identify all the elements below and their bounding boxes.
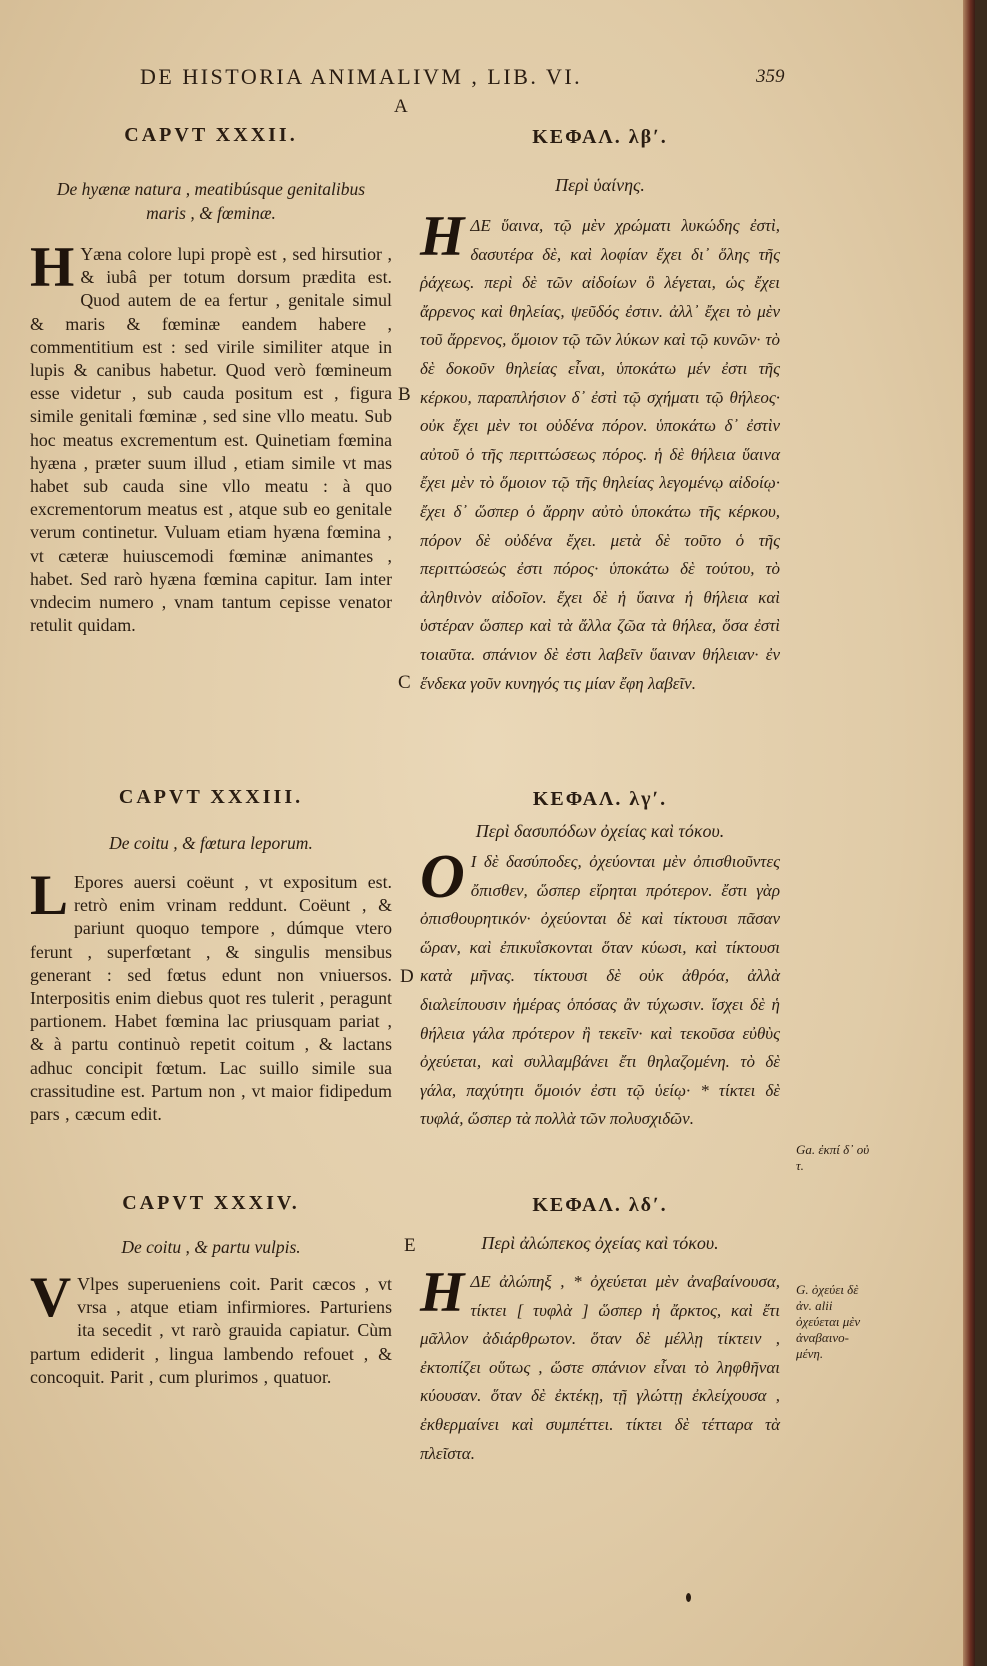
page-number: 359 xyxy=(756,66,785,87)
greek-chapter-34 xyxy=(420,1194,780,1468)
side-note-ga: Ga. ἐκπί δ᾽ οὐ τ. xyxy=(796,1142,870,1173)
chapter-subtitle: Περὶ ἀλώπεκος ὀχείας καὶ τόκου. xyxy=(481,1233,719,1253)
chapter-body xyxy=(30,236,392,637)
latin-chapter-33 xyxy=(30,786,392,1126)
chapter-heading: CAPVT XXXII. xyxy=(124,124,298,146)
chapter-subtitle: De coitu , & fœtura leporum. xyxy=(109,833,313,853)
signature-mark: A xyxy=(394,96,408,117)
chapter-heading: CAPVT XXXIII. xyxy=(118,786,304,808)
chapter-body xyxy=(30,864,392,1126)
margin-letter-e: E xyxy=(404,1235,416,1256)
drop-capital: H xyxy=(420,1261,465,1324)
latin-chapter-32 xyxy=(30,124,392,637)
drop-capital: O xyxy=(420,843,465,911)
chapter-text: ΔΕ ὕαινα, τῷ μὲν χρώματι λυκώδης ἐστὶ, δασυτέρα δὲ, καὶ λοφίαν ἔχει δι᾽ ὅλης τῆς ῥάχεως. περὶ δὲ τῶν αἰδοίων ὃ λέγεται, ὡς ἔχει ἄρρενος καὶ θηλείας, ψεῦδός ἐστιν. ἀλλ᾽ ἔχει τὸ μὲν τοῦ ἄρρενος, ὅμοιον τῷ τῶν λύκων καὶ τῷ κυνῶν· τὸ δὲ δοκοῦν θηλείας εἶναι, ὑποκάτω μέν ἐστι τῆς κέρκου, παραπλήσιον δ᾽ ἐστὶ τῷ σχήματι τῷ θήλεος· οὐκ ἔχει μὲν τοι οὐδένα πόρον. ὑποκάτω δ᾽ ἐστὶν αὐτοῦ ὁ τῆς περιττώσεως πόρος. ἡ δὲ θήλεια ὕαινα ἔχει μὲν τὸ ὅμοιον τῷ τῆς θηλείας λεγομένῳ αἰδοίῳ· ἔχει δ᾽ ὥσπερ ὁ ἄρρην αὐτὸ ὑποκάτω τῆς κέρκου, πόρον δὲ οὐδένα ἔχει. μετὰ δὲ τοῦτο ὁ τῆς περιττώσεώς ἐστι πόρος· ὑποκάτω δὲ τούτου, τὸ ἀληθινὸν αἰδοῖον. ἔχει δὲ ἡ ὕαινα ἡ θήλεια καὶ ὑστέραν ὥσπερ καὶ τὰ ἄλλα ζῶα τὰ θήλεα, ὅσα ἐστὶ τοιαῦτα. σπάνιον δὲ ἐστι λαβεῖν ὕαιναν θήλειαν· ἐν ἕνδεκα γοῦν κυνηγός τις μίαν ἔφη λαβεῖν. xyxy=(420,216,780,693)
page-edge xyxy=(963,0,975,1666)
chapter-body xyxy=(420,1261,780,1468)
chapter-subtitle: Περὶ δασυπόδων ὀχείας καὶ τόκου. xyxy=(475,821,725,841)
subtitle-line-1: De hyænæ natura , meatibúsque genitalibus xyxy=(56,179,366,199)
chapter-body xyxy=(420,843,780,1134)
margin-letter-c: C xyxy=(398,672,411,693)
chapter-subtitle: De coitu , & partu vulpis. xyxy=(121,1237,301,1257)
margin-letter-d: D xyxy=(400,966,414,987)
chapter-body xyxy=(420,205,780,698)
drop-capital: H xyxy=(30,236,75,299)
drop-capital: V xyxy=(30,1266,72,1329)
ink-mark xyxy=(686,1593,691,1602)
chapter-heading: CAPVT XXXIV. xyxy=(122,1192,300,1214)
chapter-text: ΔΕ ἀλώπηξ , * ὀχεύεται μὲν ἀναβαίνουσα, τίκτει [ τυφλὰ ] ὥσπερ ἡ ἄρκτος, καὶ ἔτι μᾶλλον ἀδιάρθρωτον. ὅταν δὲ μέλλῃ τίκτειν , ἐκτοπίζει οὕτως , ὥστε σπάνιον εἶναι τὸ ληφθῆναι κύουσαν. ὅταν δὲ ἐκτέκῃ, τῇ γλώττῃ ἐκλείχουσα , ἐκθερμαίνει καὶ συμπέττει. τίκτει δὲ τέτταρα τὰ πλεῖστα. xyxy=(420,1272,780,1463)
greek-chapter-32 xyxy=(420,126,780,698)
chapter-subtitle: Περὶ ὑαίνης. xyxy=(555,175,645,195)
latin-chapter-34 xyxy=(30,1192,392,1389)
chapter-text: Epores auersi coëunt , vt expositum est. retrò enim vrinam reddunt. Coëunt , & pariunt quoquo tempore , dúmque vtero ferunt , superfœtant , & singulis mensibus generant : sed fœtus edunt non vniuersos. Interpositis enim diebus quot res tulerit , peragunt partionem. Habet fœmina lac priusquam pariat , & à partu continuò repetit coitum , & lactans adhuc concipit fœtum. Lac suillo simile sua crassitudine est. Partum non , vt maior fidipedum pars , cæcum edit. xyxy=(30,872,392,1125)
greek-chapter-33 xyxy=(420,788,780,1134)
chapter-text: Vlpes superueniens coit. Parit cæcos , vt vrsa , atque etiam infirmiores. Parturiens ita secedit , vt rarò grauida capiatur. Cùm partum ediderit , lingua lambendo refouet , & concoquit. Parit , cum plurimos , quatuor. xyxy=(30,1274,392,1387)
chapter-text: Ι δὲ δασύποδες, ὀχεύονται μὲν ὀπισθιοῦντες ὄπισθεν, ὥσπερ εἴρηται πρότερον. ἔστι γὰρ ὀπισθουρητικόν· ὀχεύονται δὲ καὶ τίκτουσι πᾶσαν ὥραν, καὶ ἐπικυΐσκονται ὅταν κύωσι, καὶ τίκτουσι κατὰ μῆνας. τίκτουσι δὲ οὐκ ἀθρόα, ἀλλὰ διαλείπουσιν ἡμέρας ὁπόσας ἂν τύχωσιν. ἴσχει δὲ ἡ θήλεια γάλα πρότερον ἢ τεκεῖν· καὶ τεκοῦσα εὐθὺς ὀχεύεται, καὶ συλλαμβάνει ἔτι θηλαζομένη. τὸ δὲ γάλα, παχύτητι ὅμοιόν ἐστι τῷ ὑείῳ· * τίκτει δὲ τυφλά, ὥσπερ τὰ πολλὰ τῶν πολυσχιδῶν. xyxy=(420,852,780,1129)
margin-letter-b: B xyxy=(398,384,411,405)
chapter-subtitle xyxy=(30,177,392,225)
chapter-heading: ΚΕΦΑΛ. λδʹ. xyxy=(532,1194,668,1216)
chapter-body xyxy=(30,1266,392,1389)
drop-capital: H xyxy=(420,205,465,268)
drop-capital: L xyxy=(30,864,69,927)
chapter-heading: ΚΕΦΑΛ. λγʹ. xyxy=(532,788,668,810)
running-title: DE HISTORIA ANIMALIVM , LIB. VI. xyxy=(140,64,583,89)
side-note-g: G. ὀχεύει δὲ ἀν. alii ὀχεύεται μὲν ἀναβαινο- μένη. xyxy=(796,1282,861,1361)
chapter-heading: ΚΕΦΑΛ. λβʹ. xyxy=(532,126,668,148)
subtitle-line-2: maris , & fœminæ. xyxy=(146,203,276,223)
chapter-text: Yæna colore lupi propè est , sed hirsutior , & iubâ per totum dorsum prædita est. Quod autem de ea fertur , genitale simul & maris & fœminæ eandem habere , commentitium est : sed virile similiter atque in lupis & canibus habetur. Quod verò fœmineum esse videtur , sub cauda positum est , figura simile genitali fœminæ , sed sine vllo meatu. Sub hoc meatus excrementum est. Quinetiam fœmina hyæna , præter suum illud , etiam simile vt mas habet sub cauda sine vllo meatu : à quo excrementorum meatus est , atque sub eo genitale verum continetur. Vuluam etiam hyæna fœmina , vt cæteræ huiuscemodi fœminæ animantes , habet. Sed rarò hyæna fœmina capitur. Iam inter vndecim numero , vnam tantum cepisse venator retulit quidam. xyxy=(30,244,392,636)
